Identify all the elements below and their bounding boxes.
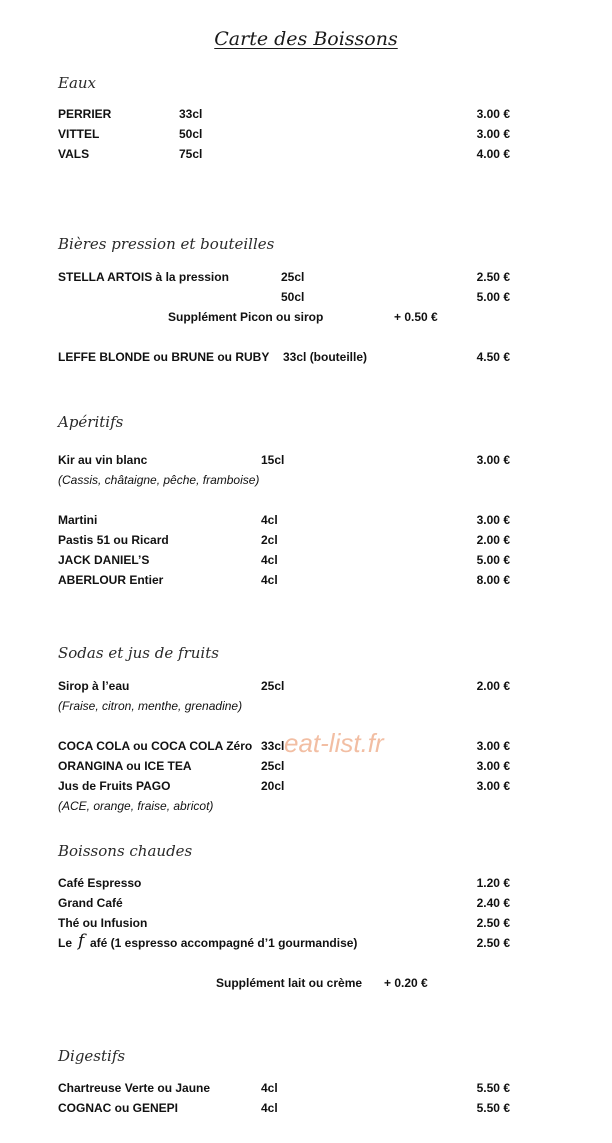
supplement-price: + 0.20 € — [384, 976, 428, 990]
item-size: 4cl — [261, 573, 278, 587]
item-price: 2.00 € — [476, 533, 510, 547]
section-heading-aperitifs: Apéritifs — [58, 413, 124, 431]
item-size: 25cl — [261, 679, 285, 693]
item-name: VALS — [58, 147, 90, 161]
item-name: Chartreuse Verte ou Jaune — [58, 1081, 211, 1095]
item-name: STELLA ARTOIS à la pression — [58, 270, 229, 284]
item-name: Pastis 51 ou Ricard — [58, 533, 169, 547]
item-size: 15cl — [261, 453, 285, 467]
flourish-letter: f — [78, 931, 85, 951]
item-price: 4.50 € — [476, 350, 510, 364]
item-note: (Fraise, citron, menthe, grenadine) — [58, 699, 243, 713]
item-price: 5.00 € — [476, 290, 510, 304]
item-price: 5.50 € — [476, 1101, 510, 1115]
item-price: 4.00 € — [476, 147, 510, 161]
item-price: 3.00 € — [476, 127, 510, 141]
item-name: Jus de Fruits PAGO — [58, 779, 171, 793]
item-size: 75cl — [179, 147, 203, 161]
item-price: 3.00 € — [476, 759, 510, 773]
watermark: eat-list.fr — [284, 728, 384, 758]
item-price: 2.00 € — [476, 679, 510, 693]
section-heading-bieres: Bières pression et bouteilles — [58, 235, 275, 253]
item-size: 50cl — [179, 127, 203, 141]
item-name: Thé ou Infusion — [58, 916, 148, 930]
item-name: afé (1 espresso accompagné d’1 gourmandise) — [90, 936, 358, 950]
item-size: 50cl — [281, 290, 305, 304]
item-price: 3.00 € — [476, 779, 510, 793]
item-name: Kir au vin blanc — [58, 453, 148, 467]
item-size: 25cl — [281, 270, 305, 284]
item-size: 4cl — [261, 1081, 278, 1095]
item-price: 1.20 € — [476, 876, 510, 890]
item-price: 8.00 € — [476, 573, 510, 587]
item-size: 25cl — [261, 759, 285, 773]
item-name: COCA COLA ou COCA COLA Zéro — [58, 739, 253, 753]
item-name: ABERLOUR Entier — [58, 573, 164, 587]
section-heading-sodas: Sodas et jus de fruits — [58, 644, 219, 662]
section-heading-digestifs: Digestifs — [58, 1047, 126, 1065]
item-note: (ACE, orange, fraise, abricot) — [58, 799, 214, 813]
item-name: Martini — [58, 513, 98, 527]
supplement-label: Supplément Picon ou sirop — [168, 310, 324, 324]
item-name: Grand Café — [58, 896, 123, 910]
item-size: 33cl — [261, 739, 285, 753]
item-price: 2.40 € — [476, 896, 510, 910]
item-price: 5.00 € — [476, 553, 510, 567]
item-price: 3.00 € — [476, 453, 510, 467]
item-size: 2cl — [261, 533, 278, 547]
item-size: 4cl — [261, 553, 278, 567]
item-name: Sirop à l’eau — [58, 679, 130, 693]
item-price: 3.00 € — [476, 107, 510, 121]
item-price: 2.50 € — [476, 936, 510, 950]
item-price: 5.50 € — [476, 1081, 510, 1095]
item-name: Café Espresso — [58, 876, 142, 890]
item-name: COGNAC ou GENEPI — [58, 1101, 179, 1115]
item-price: 3.00 € — [476, 513, 510, 527]
item-size: 33cl (bouteille) — [283, 350, 368, 364]
item-size: 4cl — [261, 1101, 278, 1115]
section-heading-chaudes: Boissons chaudes — [58, 842, 193, 860]
supplement-label: Supplément lait ou crème — [216, 976, 363, 990]
item-name: PERRIER — [58, 107, 112, 121]
supplement-price: + 0.50 € — [394, 310, 438, 324]
item-size: 33cl — [179, 107, 203, 121]
item-name: ORANGINA ou ICE TEA — [58, 759, 192, 773]
item-size: 20cl — [261, 779, 285, 793]
item-price: 2.50 € — [476, 916, 510, 930]
item-price: 3.00 € — [476, 739, 510, 753]
item-name-prefix: Le — [58, 936, 73, 950]
section-heading-eaux: Eaux — [58, 74, 97, 92]
page-title: Carte des Boissons — [214, 28, 398, 50]
item-name: LEFFE BLONDE ou BRUNE ou RUBY — [58, 350, 270, 364]
item-size: 4cl — [261, 513, 278, 527]
item-note: (Cassis, châtaigne, pêche, framboise) — [58, 473, 260, 487]
item-price: 2.50 € — [476, 270, 510, 284]
item-name: VITTEL — [58, 127, 100, 141]
item-name: JACK DANIEL’S — [58, 553, 150, 567]
